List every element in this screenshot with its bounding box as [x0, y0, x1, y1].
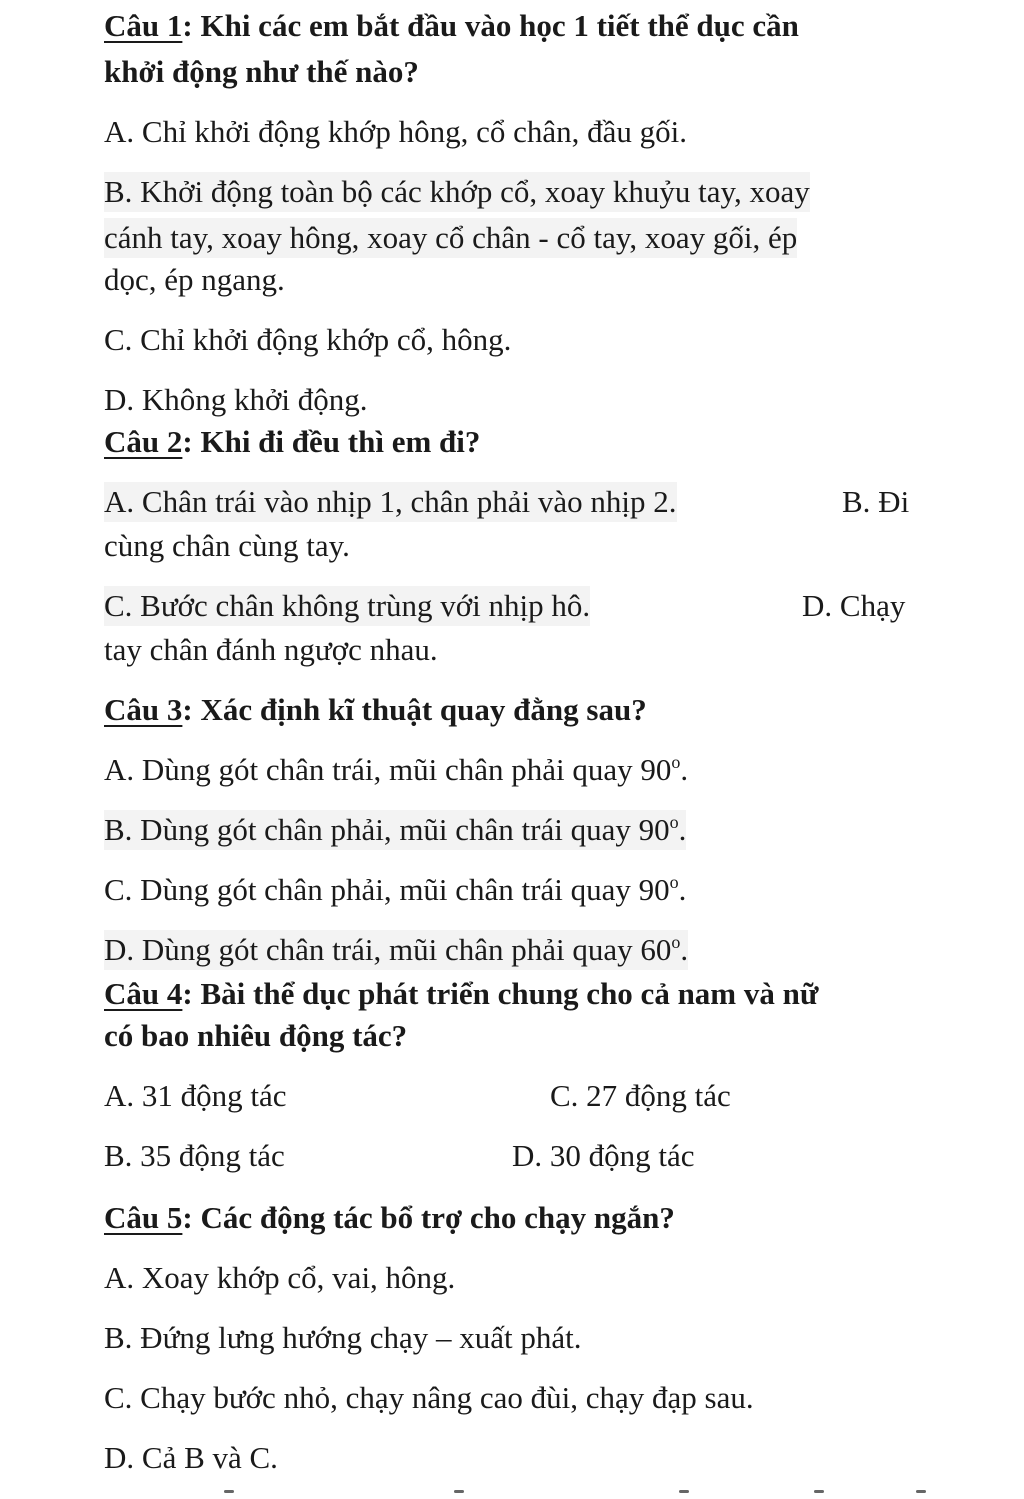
question-2-text: Khi đi đều thì em đi? — [200, 424, 481, 459]
question-4-option-c: C. 27 động tác — [550, 1078, 731, 1113]
question-4-title: Câu 4: Bài thể dục phát triển chung cho cả nam và nữ — [104, 976, 819, 1011]
question-2-option-b: B. Đi — [842, 484, 910, 519]
question-3-option-a: A. Dùng gót chân trái, mũi chân phải quay 90$^o$. — [104, 752, 689, 787]
question-5-option-a: A. Xoay khớp cổ, vai, hông. — [104, 1260, 456, 1295]
question-3-title: Câu 3: Xác định kĩ thuật quay đằng sau? — [104, 692, 647, 727]
cutoff-next-line — [104, 1488, 934, 1499]
question-3-option-b: B. Dùng gót chân phải, mũi chân trái quay 90$^o$. — [104, 810, 686, 850]
question-3-option-d: D. Dùng gót chân trái, mũi chân phải quay 60$^o$. — [104, 930, 688, 970]
question-2-option-a: A. Chân trái vào nhịp 1, chân phải vào nhịp 2. — [104, 482, 677, 522]
question-1-option-b-cont2: dọc, ép ngang. — [104, 262, 285, 297]
question-1-option-b-cont: cánh tay, xoay hông, xoay cổ chân - cổ tay, xoay gối, ép — [104, 218, 797, 258]
question-2-title: Câu 2: Khi đi đều thì em đi? — [104, 424, 481, 459]
text-fragment — [454, 1490, 464, 1493]
text-fragment — [224, 1490, 234, 1493]
text-fragment — [814, 1490, 824, 1493]
question-2-option-d-cont: tay chân đánh ngược nhau. — [104, 632, 438, 667]
question-2-option-b-cont: cùng chân cùng tay. — [104, 528, 350, 563]
question-5-text: Các động tác bổ trợ cho chạy ngắn? — [200, 1200, 675, 1235]
text-fragment — [679, 1490, 689, 1493]
question-1-title: Câu 1: Khi các em bắt đầu vào học 1 tiết thể dục cần — [104, 8, 799, 43]
question-5-title: Câu 5: Các động tác bổ trợ cho chạy ngắn? — [104, 1200, 675, 1235]
question-4-label: Câu 4 — [104, 976, 183, 1011]
question-2-option-d: D. Chạy — [802, 588, 906, 623]
question-1-label: Câu 1 — [104, 8, 183, 43]
question-1-option-c: C. Chỉ khởi động khớp cổ, hông. — [104, 322, 512, 357]
question-4-option-a: A. 31 động tác — [104, 1078, 287, 1113]
question-5-option-c: C. Chạy bước nhỏ, chạy nâng cao đùi, chạy đạp sau. — [104, 1380, 754, 1415]
question-2-label: Câu 2 — [104, 424, 183, 459]
question-2-option-c: C. Bước chân không trùng với nhịp hô. — [104, 586, 590, 626]
question-5-option-b: B. Đứng lưng hướng chạy – xuất phát. — [104, 1320, 582, 1355]
question-1-option-a: A. Chỉ khởi động khớp hông, cổ chân, đầu gối. — [104, 114, 687, 149]
question-3-option-c: C. Dùng gót chân phải, mũi chân trái quay 90$^o$. — [104, 872, 687, 907]
question-4-option-d: D. 30 động tác — [512, 1138, 695, 1173]
question-1-option-b: B. Khởi động toàn bộ các khớp cổ, xoay khuỷu tay, xoay — [104, 172, 810, 212]
question-1-text-cont: khởi động như thế nào? — [104, 54, 419, 89]
question-4-text-cont: có bao nhiêu động tác? — [104, 1018, 408, 1053]
question-4-option-b: B. 35 động tác — [104, 1138, 285, 1173]
question-3-label: Câu 3 — [104, 692, 183, 727]
text-fragment — [916, 1490, 926, 1493]
question-1-option-d: D. Không khởi động. — [104, 382, 368, 417]
question-3-text: Xác định kĩ thuật quay đằng sau? — [200, 692, 647, 727]
question-1-text: Khi các em bắt đầu vào học 1 tiết thể dục cần — [200, 8, 799, 43]
question-4-text: Bài thể dục phát triển chung cho cả nam và nữ — [200, 976, 819, 1011]
question-5-option-d: D. Cả B và C. — [104, 1440, 278, 1475]
question-5-label: Câu 5 — [104, 1200, 183, 1235]
